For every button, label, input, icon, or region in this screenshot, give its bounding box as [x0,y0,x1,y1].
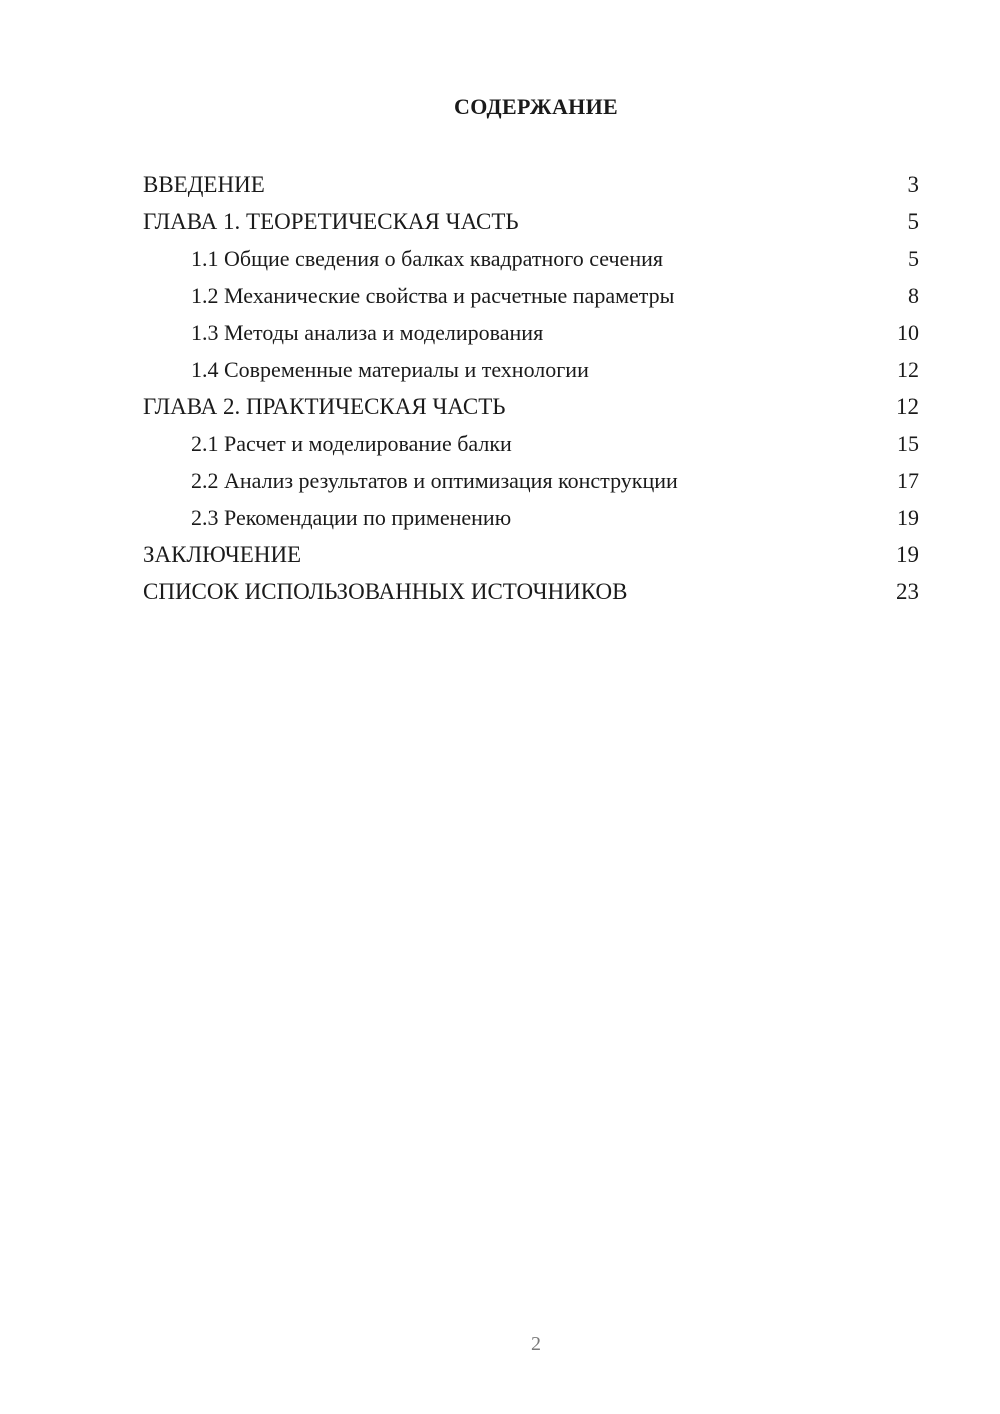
toc-item-page: 15 [897,431,919,456]
page-number: 2 [531,1333,541,1355]
toc-item [143,536,919,573]
toc-subitem [143,240,919,277]
toc-item-label: 1.4 Современные материалы и технологии [191,357,589,382]
toc-item-label: 2.2 Анализ результатов и оптимизация конструкции [191,468,678,493]
toc-item-label: 2.1 Расчет и моделирование балки [191,431,512,456]
toc-item-page: 8 [908,283,919,308]
toc-item-page: 10 [897,320,919,345]
toc-subitem [143,425,919,462]
page-title: СОДЕРЖАНИЕ [454,94,618,119]
toc-item [143,203,919,240]
toc-item-page: 5 [908,246,919,271]
toc-subitem [143,462,919,499]
toc-item [143,388,919,425]
toc-item-label: 1.2 Механические свойства и расчетные параметры [191,283,675,308]
table-of-contents [143,166,919,610]
toc-item-page: 19 [896,542,919,567]
toc-item [143,166,919,203]
toc-subitem [143,314,919,351]
toc-item-page: 5 [907,209,919,234]
toc-item-label: 2.3 Рекомендации по применению [191,505,512,530]
toc-item-page: 12 [897,357,919,382]
toc-item-label: СПИСОК ИСПОЛЬЗОВАННЫХ ИСТОЧНИКОВ [143,579,628,604]
toc-item-label: ГЛАВА 2. ПРАКТИЧЕСКАЯ ЧАСТЬ [143,394,506,419]
toc-subitem [143,351,919,388]
toc-item-page: 23 [896,579,919,604]
toc-item-page: 12 [896,394,919,419]
toc-item [143,573,919,610]
toc-item-page: 19 [897,505,919,530]
toc-item-label: ГЛАВА 1. ТЕОРЕТИЧЕСКАЯ ЧАСТЬ [143,209,519,234]
toc-item-page: 17 [897,468,919,493]
toc-subitem [143,277,919,314]
toc-item-label: ЗАКЛЮЧЕНИЕ [143,542,302,567]
toc-item-label: 1.1 Общие сведения о балках квадратного сечения [191,246,663,271]
toc-item-label: ВВЕДЕНИЕ [143,172,265,197]
toc-subitem [143,499,919,536]
toc-item-label: 1.3 Методы анализа и моделирования [191,320,544,345]
toc-item-page: 3 [907,172,919,197]
